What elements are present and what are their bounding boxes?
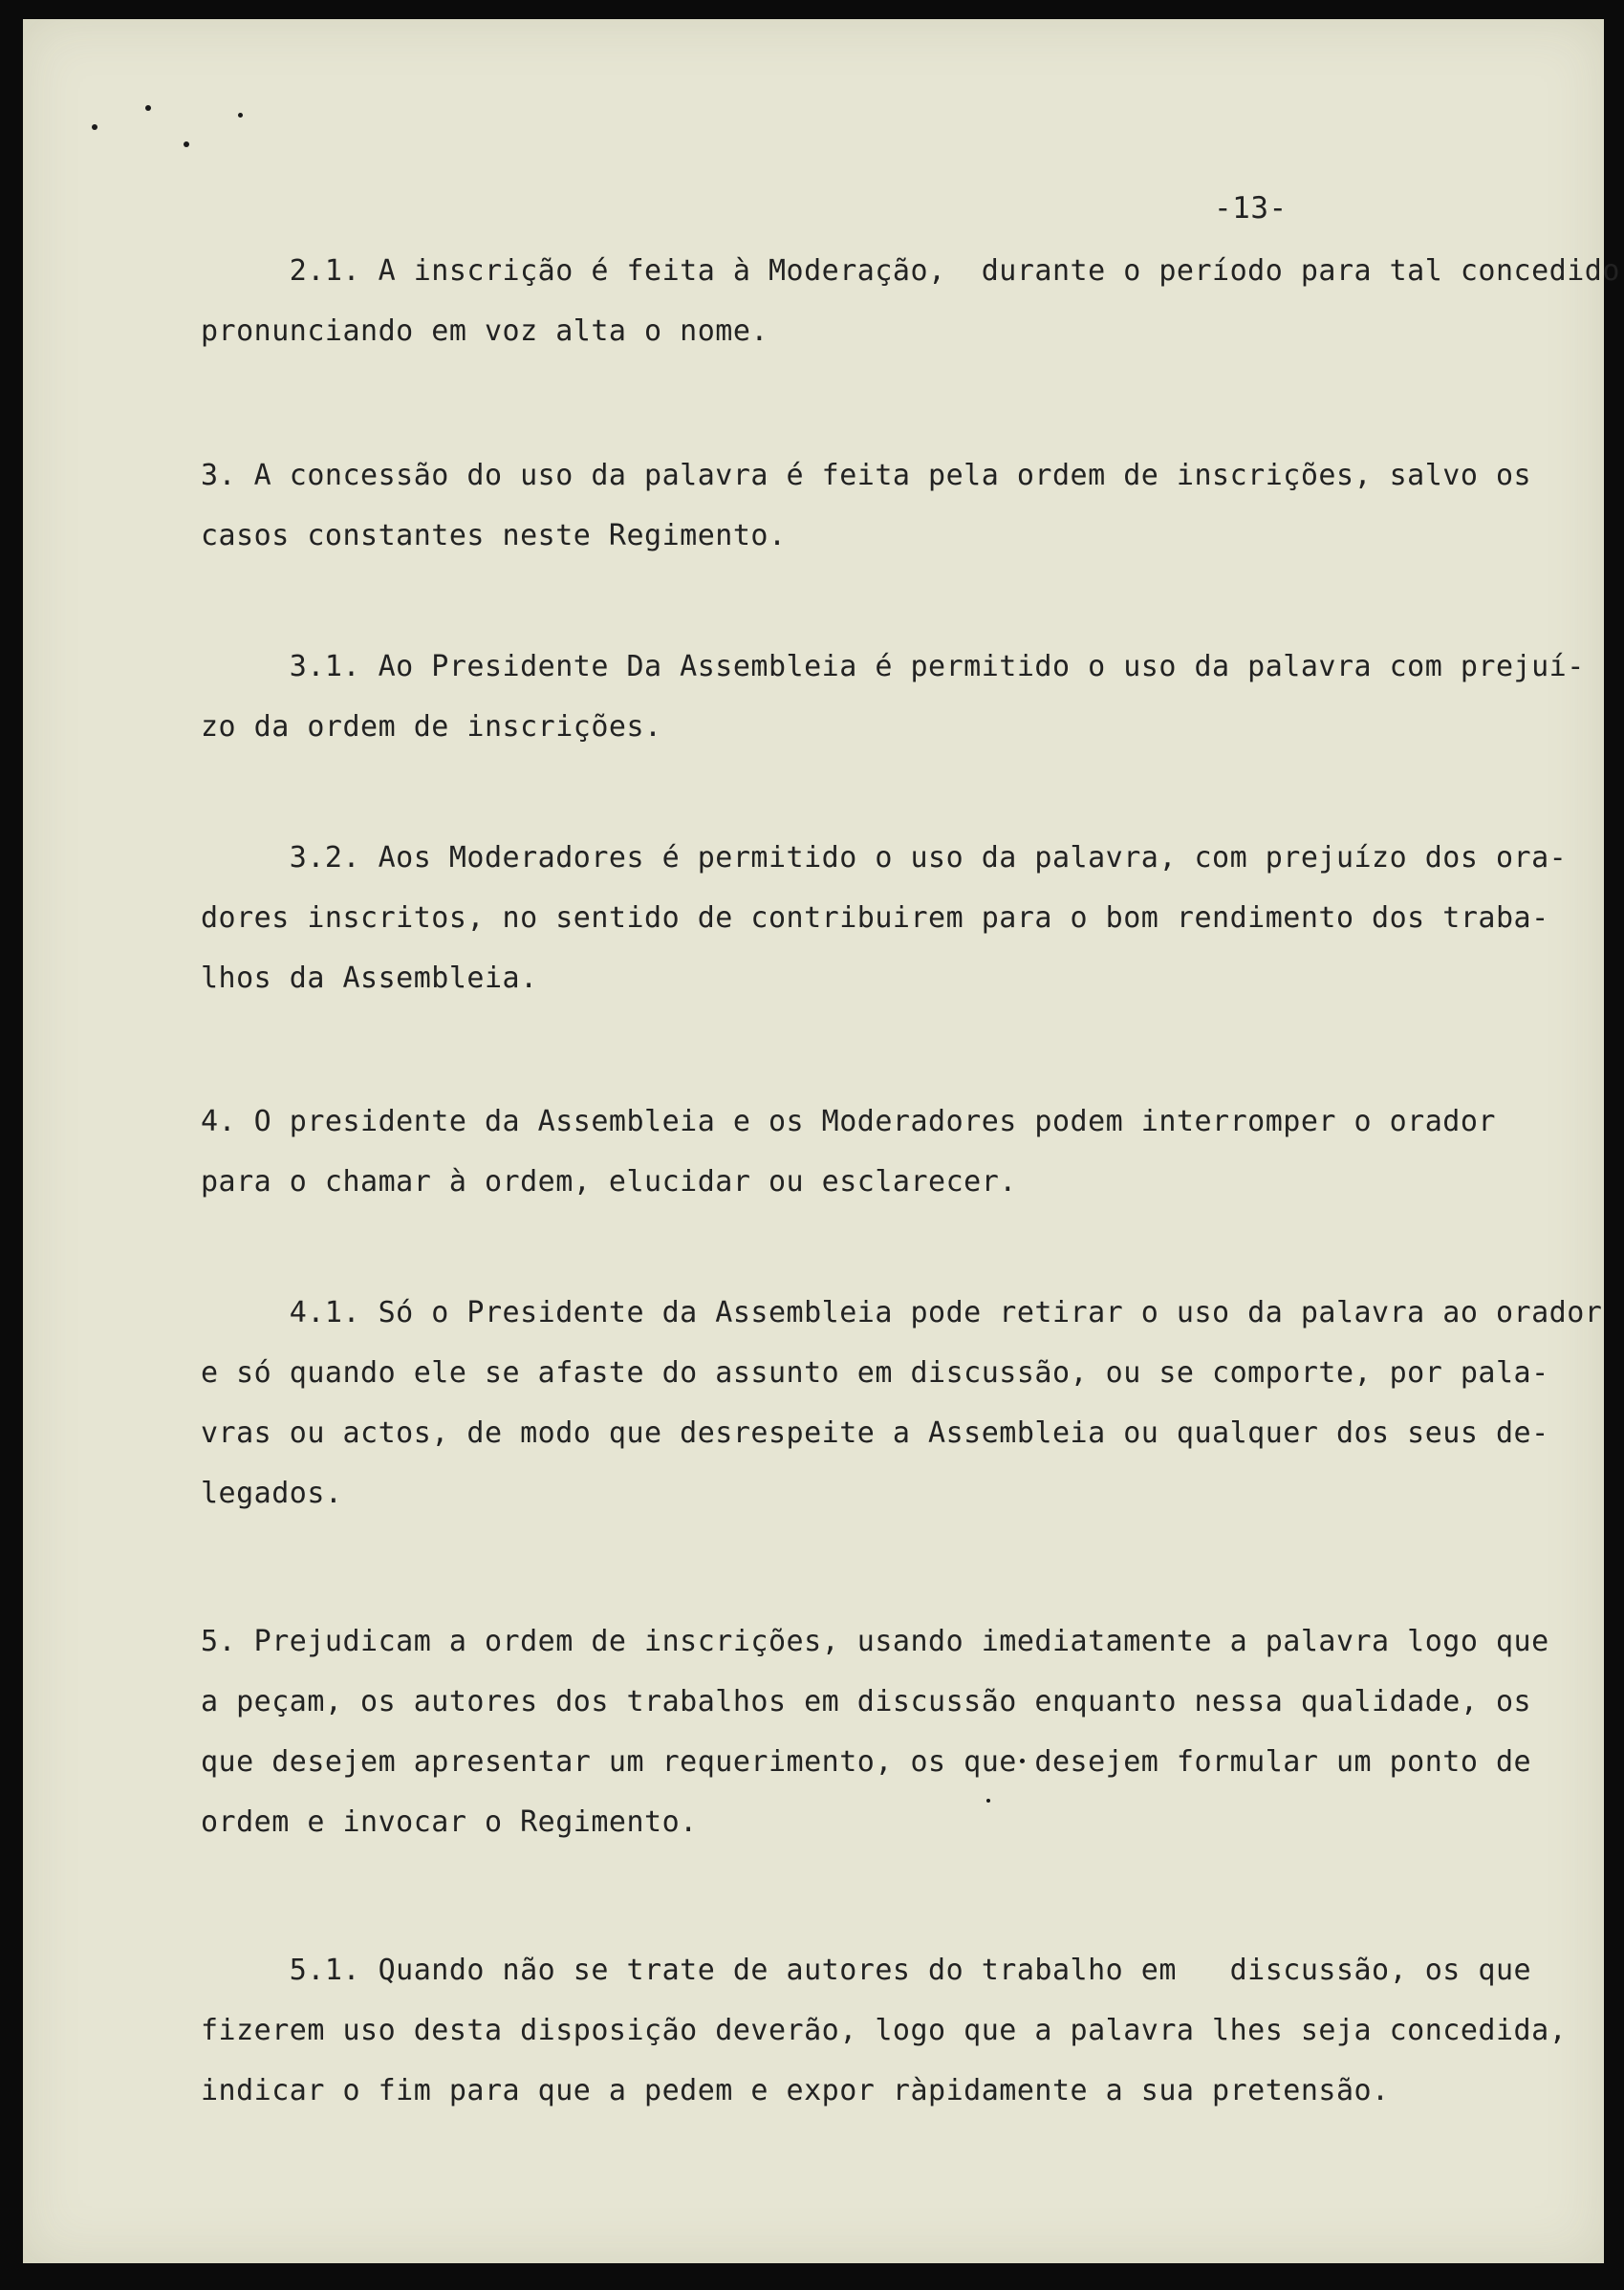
text-line: pronunciando em voz alta o nome. [201, 314, 769, 348]
paragraph-5-1 [201, 1940, 1567, 2121]
paragraph-4-1 [201, 1283, 1602, 1523]
text-line: legados. [201, 1477, 343, 1510]
text-line: para o chamar à ordem, elucidar ou esclarecer. [201, 1165, 1017, 1199]
text-line: casos constantes neste Regimento. [201, 519, 787, 552]
paragraph-5 [201, 1611, 1549, 1852]
paragraph-3-2 [201, 828, 1567, 1008]
document-page [23, 19, 1620, 2263]
paragraph-3 [201, 445, 1531, 566]
text-line: indicar o fim para que a pedem e expor ràpidamente a sua pretensão. [201, 2074, 1390, 2107]
text-line: 5. Prejudicam a ordem de inscrições, usando imediatamente a palavra logo que [201, 1625, 1549, 1658]
text-line: 2.1. A inscrição é feita à Moderação, durante o período para tal concedido [201, 254, 1620, 288]
text-line: zo da ordem de inscrições. [201, 710, 662, 744]
paragraph-3-1 [201, 637, 1585, 757]
text-line: 4. O presidente da Assembleia e os Moderadores podem interromper o orador [201, 1105, 1496, 1138]
text-line: 3.2. Aos Moderadores é permitido o uso da palavra, com prejuízo dos ora- [201, 841, 1568, 875]
text-line: fizerem uso desta disposição deverão, logo que a palavra lhes seja concedida, [201, 2014, 1568, 2047]
text-line: a peçam, os autores dos trabalhos em discussão enquanto nessa qualidade, os [201, 1685, 1532, 1718]
text-line: e só quando ele se afaste do assunto em discussão, ou se comporte, por pala- [201, 1356, 1549, 1390]
text-line: que desejem apresentar um requerimento, os que desejem formular um ponto de [201, 1745, 1532, 1779]
text-line: 4.1. Só o Presidente da Assembleia pode retirar o uso da palavra ao orador [201, 1296, 1603, 1329]
text-line: 5.1. Quando não se trate de autores do trabalho em discussão, os que [201, 1954, 1532, 1987]
text-line: lhos da Assembleia. [201, 961, 538, 995]
text-line: ordem e invocar o Regimento. [201, 1805, 698, 1839]
paragraph-4 [201, 1091, 1496, 1212]
paragraph-2-1 [201, 241, 1620, 361]
text-line: dores inscritos, no sentido de contribuirem para o bom rendimento dos traba- [201, 901, 1549, 935]
text-line: 3.1. Ao Presidente Da Assembleia é permitido o uso da palavra com prejuí- [201, 650, 1585, 683]
page-number: -13- [1214, 191, 1288, 226]
text-line: 3. A concessão do uso da palavra é feita pela ordem de inscrições, salvo os [201, 459, 1532, 492]
text-line: vras ou actos, de modo que desrespeite a Assembleia ou qualquer dos seus de- [201, 1416, 1549, 1450]
